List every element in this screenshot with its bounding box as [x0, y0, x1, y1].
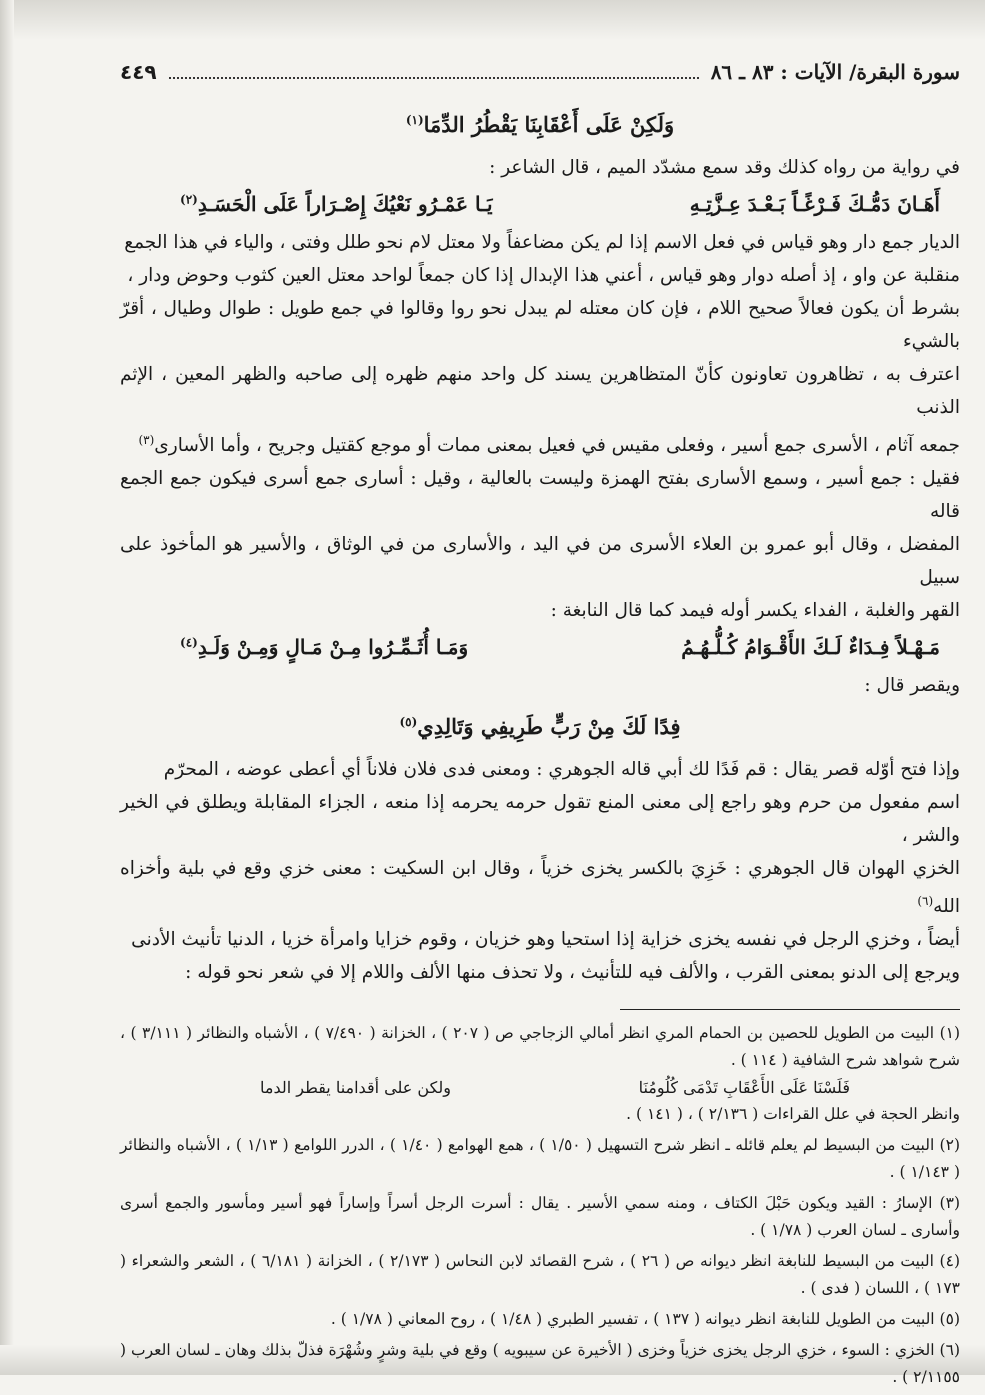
- footnote-item: [120, 1020, 960, 1074]
- text-line-with-ref: [120, 424, 960, 462]
- footnote-number: (٦): [939, 1341, 960, 1360]
- page-header: [120, 60, 960, 100]
- text-line: بشرط أن يكون فعالاً صحيح اللام ، فإن كان معتله لم يبدل نحو روا وقالوا في جمع طويل : طوال وطيال ، أقرّ بالشيء: [120, 298, 960, 352]
- text-line: الديار جمع دار وهو قياس في فعل الاسم إذا لم يكن مضاعفاً ولا معتل لام نحو طلل وفتى ، والياء في هذا الجمع: [124, 232, 960, 253]
- footnote-text: الإسارُ : القيد ويكون حَبْلَ الكتاف ، ومنه سمي الأسير . يقال : أسرت الرجل أسراً وإساراً فهو أسير ومأسور والجمع أسرى وأسارى ـ لسان العرب ( ١/٧٨ ) .: [120, 1194, 960, 1240]
- footnote-ref: (٦): [917, 894, 934, 909]
- text-line: الخزي الهوان قال الجوهري : خَزِيَ بالكسر يخزى خزياً ، وقال ابن السكيت : معنى خزي وقع في بلية وأخزاه الله$^{(٦)}$: [120, 858, 960, 918]
- hemistich-first: أَهَـانَ دَمُّـكَ فَـرْغًـاً بَـعْـدَ عِـزَّتِـهِ: [689, 192, 940, 216]
- footnote-text: الخزي : السوء ، خزي الرجل يخزى خزياً وخزى ( الأخيرة عن سيبويه ) وقع في بلية وشرٍ وشُهْرَة فذلّ بذلك وهان ـ لسان العرب ( ٢/١١٥٥ ) .: [120, 1341, 960, 1387]
- text-line: أيضاً ، وخزي الرجل في نفسه يخزى خزاية إذا استحيا وهو خزيان ، وقوم خزايا وامرأة خزيا ، الدنيا تأنيث الأدنى: [131, 929, 960, 951]
- footnote-divider: [620, 1009, 960, 1010]
- text-line: القهر والغلبة ، الفداء يكسر أوله فيمد كما قال النابغة :: [550, 600, 960, 622]
- footnote-ref: (٤): [180, 635, 198, 650]
- text-line: منقلبة عن واو ، إذ أصله دوار وهو قياس ، أعني هذا الإبدال إذا كان جمعاً لواحد معتل العين كثوب وحوض ودار ،: [127, 265, 960, 286]
- footnote-continuation: وانظر الحجة في علل القراءات ( ٢/١٣٦ ) ، ( ١٤١ ) .: [626, 1105, 960, 1124]
- hemistich-second: ولكن على أقدامنا يقطر الدما: [260, 1078, 452, 1098]
- running-title: سورة البقرة/ الآيات : ٨٣ ـ ٨٦: [710, 60, 960, 84]
- text-line: ويرجع إلى الدنو بمعنى القرب ، والألف فيه للتأنيث ، ولا تحذف منها الألف واللام إلا في شعر نحو قوله :: [185, 962, 960, 984]
- footnote-item: [120, 1132, 960, 1186]
- footnote-item: [120, 1190, 960, 1244]
- footnote-number: (٥): [939, 1310, 960, 1329]
- commentary-paragraph-1: [120, 226, 960, 627]
- footnote-ref: (١): [405, 113, 424, 127]
- hemistich-second-wrap: [180, 192, 493, 216]
- verse-text: فِدًا لَكَ مِنْ رَبٍّ طَرِيفِي وَتَالِدِي: [417, 714, 681, 740]
- scan-edge-top: [0, 0, 985, 40]
- hemistich-second: وَمَـا أُثَـمِّـرُوا مِـنْ مَـالٍ وَمِـنْ وَلَـدِ: [197, 635, 469, 660]
- verse-line-2: [120, 714, 960, 739]
- text-line: المفضل ، وقال أبو عمرو بن العلاء الأسرى من في اليد ، والأسارى من في الوثاق ، والأسير هو المأخوذ على سبيل: [120, 534, 960, 589]
- footnote-ref: (٢): [180, 192, 198, 207]
- footnote-number: (٢): [939, 1136, 960, 1155]
- book-page: [120, 60, 960, 1395]
- intro-line: في رواية من رواه كذلك وقد سمع مشدّد الميم ، قال الشاعر :: [489, 157, 960, 178]
- footnote-number: (٤): [939, 1252, 960, 1271]
- footnote-text: البيت من البسيط لم يعلم قائله ـ انظر شرح التسهيل ( ١/٥٠ ) ، همع الهوامع ( ١/٤٠ ) ، الدرر اللوامع ( ١/١٣ ) ، الأشباه والنظائر ( ١/١٤٣ ) .: [120, 1136, 960, 1182]
- footnote-number: (٣): [939, 1194, 960, 1213]
- text-line: اعترف به ، تظاهرون تعاونون كأنّ المتظاهرين يسند كل واحد منهم ظهره إلى صاحبه والظهر المعين ، الإثم الذنب: [120, 364, 960, 418]
- footnote-ref: (٥): [399, 715, 418, 730]
- header-dot-leader: [169, 63, 699, 79]
- footnote-number: (١): [939, 1024, 961, 1043]
- text-line: فقيل : جمع أسير ، وسمع الأسارى بفتح الهمزة وليست بالعالية ، وقيل : أسارى جمع أسرى فيكون جمع الجمع قاله: [120, 468, 960, 523]
- footnote-text: البيت من الطويل للحصين بن الحمام المري انظر أمالي الزجاجي ص ( ٢٠٧ ) ، الخزانة ( ٧/٤٩٠ ) ، الأشباه والنظائر ( ٣/١١١ ) ، شرح شواهد شرح الشافية ( ١١٤ ) .: [120, 1024, 960, 1070]
- verse-line-1: [120, 112, 960, 137]
- footnote-item: [120, 1248, 960, 1302]
- poem-couplet-1: [180, 192, 940, 216]
- poem-couplet-2: [180, 635, 940, 659]
- footnote-text: البيت من الطويل للنابغة انظر ديوانه ( ١٣٧ ) ، تفسير الطبري ( ١/٤٨ ) ، روح المعاني ( ١/٧٨ ) .: [330, 1310, 935, 1329]
- footnote-text: البيت من البسيط للنابغة انظر ديوانه ص ( ٢٦ ) ، شرح القصائد لابن النحاس ( ٢/١٧٣ ) ، الخزانة ( ٦/١٨١ ) ، الشعر والشعراء ( ١٧٣ ) ، اللسان ( فدى ) .: [120, 1252, 960, 1298]
- footnote-item: [120, 1306, 960, 1333]
- footnote-item: [120, 1337, 960, 1391]
- hemistich-first: مَـهْـلاً فِـدَاءٌ لَـكَ الأَقْـوَامُ كُـلُّـهُـمُ: [681, 635, 940, 660]
- hemistich-first: فَلَسْنَا عَلَى الأَعْقَابِ تَدْمَى كُلُومُنَا: [638, 1078, 850, 1098]
- hemistich-second-wrap: [180, 635, 468, 659]
- scan-edge-left: [0, 0, 14, 1375]
- page-number: ٤٤٩: [120, 60, 157, 84]
- hemistich-second: يَـا عَمْـرُو نَعْيُكَ إِصْـرَاراً عَلَى الْحَسَـدِ: [197, 192, 493, 216]
- text-line: وإذا فتح أوّله قصر يقال : قم فَدًا لك أبي قاله الجوهري : ومعنى فدى فلان فلاناً أي أعطى عوضه ، المحرّم: [163, 759, 960, 781]
- qasr-line: ويقصر قال :: [864, 675, 960, 697]
- footnote-couplet: [260, 1078, 850, 1097]
- text-segment: جمعه آثام ، الأسرى جمع أسير ، وفعلى مقيس في فعيل بمعنى ممات أو موجع كقتيل وجريح ، وأما الأسارى: [154, 435, 960, 457]
- footnote-ref: (٣): [138, 433, 155, 447]
- commentary-paragraph-2: [120, 753, 960, 989]
- verse-text: وَلَكِنْ عَلَى أَعْقَابِنَا يَقْطُرُ الدِّمَا: [423, 112, 675, 137]
- text-line: اسم مفعول من حرم وهو راجع إلى معنى المنع تقول حرمه يحرمه إذا منعه ، الجزاء المقابلة ويطلق في الخير والشر ،: [120, 792, 960, 847]
- footnotes: [120, 1020, 960, 1391]
